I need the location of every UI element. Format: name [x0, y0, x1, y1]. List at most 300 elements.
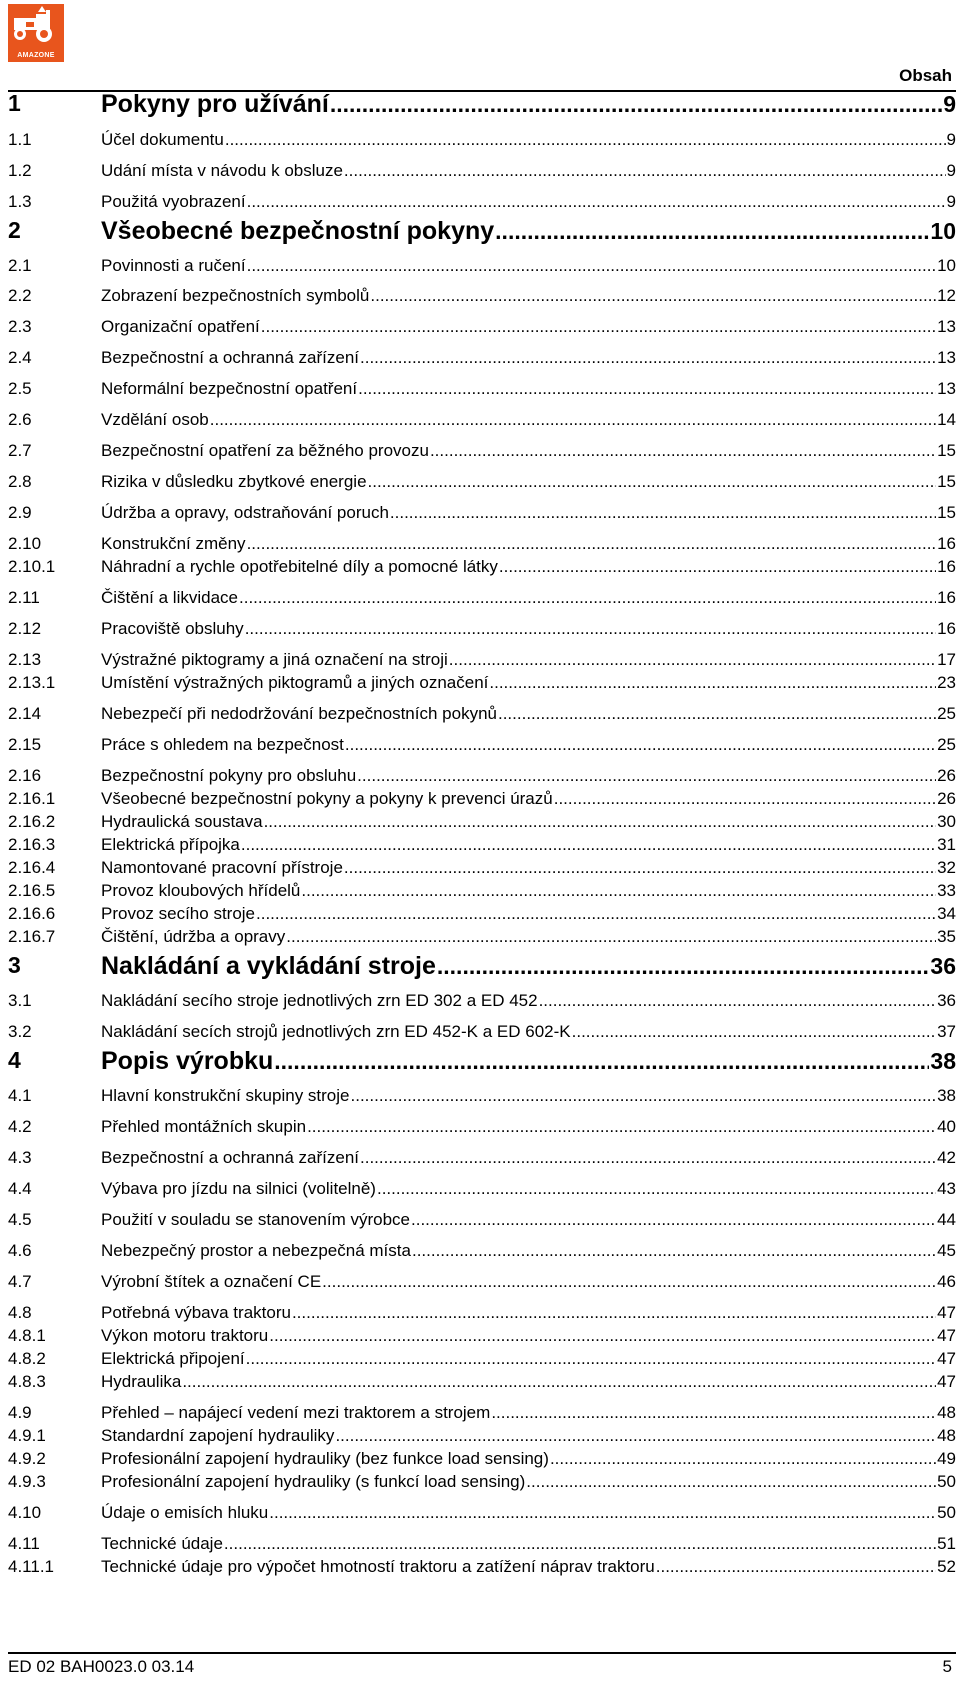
- toc-section-row[interactable]: [0, 286, 960, 308]
- page-title: Obsah: [899, 66, 952, 85]
- toc-entry: [101, 858, 956, 878]
- toc-number: 4.3: [8, 1148, 32, 1167]
- toc-page-number: 17: [937, 650, 956, 669]
- toc-entry: [101, 881, 956, 901]
- toc-leader-dots: [225, 130, 946, 150]
- toc-entry: [101, 1403, 956, 1423]
- toc-leader-dots: [499, 557, 936, 577]
- toc-entry: [101, 1241, 956, 1261]
- toc-leader-dots: [292, 1303, 936, 1323]
- toc-section-row[interactable]: [0, 472, 960, 494]
- toc-number: 2.8: [8, 472, 32, 491]
- toc-leader-dots: [360, 1148, 936, 1168]
- toc-section-row[interactable]: [0, 735, 960, 757]
- toc-title: Standardní zapojení hydrauliky: [101, 1426, 335, 1445]
- toc-chapter-row[interactable]: [0, 952, 960, 980]
- toc-number: 4.8.2: [8, 1349, 46, 1368]
- toc-title: Pokyny pro užívání: [101, 90, 329, 118]
- toc-page-number: 9: [946, 161, 956, 180]
- toc-page-number: 37: [937, 1022, 956, 1041]
- toc-leader-dots: [489, 673, 936, 693]
- toc-section-row[interactable]: [0, 317, 960, 339]
- toc-section-row[interactable]: [0, 1117, 960, 1139]
- toc-number: 4.5: [8, 1210, 32, 1229]
- toc-number: 4.8.3: [8, 1372, 46, 1391]
- toc-section-row[interactable]: [0, 904, 960, 926]
- toc-section-row[interactable]: [0, 503, 960, 525]
- toc-title: Namontované pracovní přístroje: [101, 858, 343, 877]
- toc-title: Přehled montážních skupin: [101, 1117, 307, 1136]
- toc-entry: [101, 1022, 956, 1042]
- toc-leader-dots: [247, 192, 946, 212]
- toc-page-number: 23: [937, 673, 956, 692]
- toc-page-number: 46: [937, 1272, 956, 1291]
- toc-title: Organizační opatření: [101, 317, 260, 336]
- toc-title: Provoz secího stroje: [101, 904, 256, 923]
- toc-page-number: 42: [937, 1148, 956, 1167]
- toc-page-number: 47: [937, 1303, 956, 1322]
- toc-page-number: 52: [937, 1557, 956, 1576]
- toc-entry: [101, 1047, 956, 1076]
- toc-leader-dots: [264, 812, 937, 832]
- toc-section-row[interactable]: [0, 256, 960, 278]
- toc-page-number: 35: [937, 927, 956, 946]
- toc-entry: [101, 904, 956, 924]
- toc-leader-dots: [360, 348, 936, 368]
- toc-leader-dots: [345, 735, 936, 755]
- toc-number: 4.8.1: [8, 1326, 46, 1345]
- toc-entry: [101, 1349, 956, 1369]
- toc-leader-dots: [390, 503, 936, 523]
- toc-section-row[interactable]: [0, 1534, 960, 1556]
- toc-number: 4.2: [8, 1117, 32, 1136]
- toc-section-row[interactable]: [0, 441, 960, 463]
- toc-leader-dots: [256, 904, 936, 924]
- toc-page-number: 48: [937, 1403, 956, 1422]
- toc-page-number: 40: [937, 1117, 956, 1136]
- toc-title: Výstražné piktogramy a jiná označení na stroji: [101, 650, 448, 669]
- toc-section-row[interactable]: [0, 348, 960, 370]
- toc-number: 2.16.1: [8, 789, 56, 808]
- toc-number: 1: [8, 90, 21, 116]
- toc-section-row[interactable]: [0, 812, 960, 834]
- toc-section-row[interactable]: [0, 1179, 960, 1201]
- toc-number: 2.7: [8, 441, 32, 460]
- toc-title: Čištění a likvidace: [101, 588, 239, 607]
- toc-entry: [101, 1210, 956, 1230]
- toc-page-number: 12: [937, 286, 956, 305]
- toc-section-row[interactable]: [0, 588, 960, 610]
- toc-page-number: 47: [937, 1349, 956, 1368]
- toc-leader-dots: [495, 218, 929, 245]
- toc-entry: [101, 161, 956, 181]
- toc-title: Neformální bezpečnostní opatření: [101, 379, 358, 398]
- toc-title: Výkon motoru traktoru: [101, 1326, 269, 1345]
- toc-leader-dots: [274, 1048, 929, 1075]
- toc-leader-dots: [554, 789, 936, 809]
- toc-title: Výbava pro jízdu na silnici (volitelně): [101, 1179, 376, 1198]
- toc-page-number: 15: [937, 503, 956, 522]
- toc-page-number: 13: [937, 317, 956, 336]
- toc-leader-dots: [322, 1272, 936, 1292]
- toc-section-row[interactable]: [0, 534, 960, 556]
- toc-entry: [101, 1148, 956, 1168]
- toc-number: 2.16.5: [8, 881, 56, 900]
- toc-number: 4.9.1: [8, 1426, 46, 1445]
- toc-leader-dots: [498, 704, 936, 724]
- toc-page-number: 10: [930, 218, 956, 244]
- toc-title: Čištění, údržba a opravy: [101, 927, 286, 946]
- toc-leader-dots: [358, 379, 936, 399]
- toc-page-number: 9: [946, 192, 956, 211]
- toc-leader-dots: [437, 953, 930, 980]
- toc-leader-dots: [344, 161, 946, 181]
- toc-page-number: 25: [937, 704, 956, 723]
- toc-entry: [101, 1557, 956, 1577]
- toc-page-number: 50: [937, 1472, 956, 1491]
- toc-entry: [101, 348, 956, 368]
- toc-page-number: 16: [937, 534, 956, 553]
- toc-page-number: 14: [937, 410, 956, 429]
- toc-section-row[interactable]: [0, 1449, 960, 1471]
- toc-number: 2.9: [8, 503, 32, 522]
- toc-entry: [101, 286, 956, 306]
- toc-title: Bezpečnostní opatření za běžného provozu: [101, 441, 429, 460]
- toc-number: 2.13.1: [8, 673, 56, 692]
- toc-title: Elektrická připojení: [101, 1349, 245, 1368]
- toc-entry: [101, 256, 956, 276]
- toc-leader-dots: [344, 858, 936, 878]
- toc-leader-dots: [357, 766, 936, 786]
- toc-entry: [101, 619, 956, 639]
- toc-section-row[interactable]: [0, 619, 960, 641]
- toc-number: 4: [8, 1047, 21, 1073]
- toc-title: Technické údaje pro výpočet hmotností traktoru a zatížení náprav traktoru: [101, 1557, 655, 1576]
- toc-entry: [101, 835, 956, 855]
- toc-leader-dots: [247, 534, 937, 554]
- toc-entry: [101, 991, 956, 1011]
- toc-title: Práce s ohledem na bezpečnost: [101, 735, 344, 754]
- toc-section-row[interactable]: [0, 379, 960, 401]
- toc-title: Udání místa v návodu k obsluze: [101, 161, 343, 180]
- toc-title: Bezpečnostní a ochranná zařízení: [101, 348, 359, 367]
- toc-number: 2.12: [8, 619, 42, 638]
- toc-page-number: 43: [937, 1179, 956, 1198]
- toc-entry: [101, 90, 956, 119]
- toc-section-row[interactable]: [0, 766, 960, 788]
- toc-section-row[interactable]: [0, 557, 960, 579]
- toc-entry: [101, 317, 956, 337]
- toc-number: 3.1: [8, 991, 32, 1010]
- toc-number: 2.16.2: [8, 812, 56, 831]
- toc-entry: [101, 650, 956, 670]
- toc-title: Nebezpečný prostor a nebezpečná místa: [101, 1241, 411, 1260]
- toc-number: 2.16.7: [8, 927, 56, 946]
- toc-leader-dots: [526, 1472, 936, 1492]
- toc-number: 2.11: [8, 588, 40, 607]
- toc-section-row[interactable]: [0, 130, 960, 152]
- toc-page-number: 38: [937, 1086, 956, 1105]
- toc-entry: [101, 130, 956, 150]
- toc-entry: [101, 766, 956, 786]
- toc-number: 4.6: [8, 1241, 32, 1260]
- toc-leader-dots: [301, 881, 936, 901]
- toc-leader-dots: [656, 1557, 936, 1577]
- toc-number: 2.16.4: [8, 858, 56, 877]
- toc-leader-dots: [370, 286, 936, 306]
- toc-title: Účel dokumentu: [101, 130, 224, 149]
- toc-entry: [101, 735, 956, 755]
- toc-number: 1.3: [8, 192, 32, 211]
- toc-title: Nakládání secích strojů jednotlivých zrn ED 452-K a ED 602-K: [101, 1022, 571, 1041]
- toc-number: 4.9: [8, 1403, 32, 1422]
- toc-section-row[interactable]: [0, 1349, 960, 1371]
- toc-number: 1.1: [8, 130, 32, 149]
- toc-entry: [101, 557, 956, 577]
- toc-leader-dots: [241, 835, 936, 855]
- toc-number: 2.5: [8, 379, 32, 398]
- toc-number: 2.15: [8, 735, 42, 754]
- toc-section-row[interactable]: [0, 927, 960, 949]
- toc-leader-dots: [412, 1241, 936, 1261]
- toc-page-number: 44: [937, 1210, 956, 1229]
- toc-section-row[interactable]: [0, 789, 960, 811]
- toc-section-row[interactable]: [0, 1086, 960, 1108]
- toc-leader-dots: [539, 991, 937, 1011]
- toc-page-number: 16: [937, 588, 956, 607]
- toc-number: 4.7: [8, 1272, 32, 1291]
- toc-section-row[interactable]: [0, 1241, 960, 1263]
- toc-section-row[interactable]: [0, 881, 960, 903]
- toc-page-number: 9: [946, 130, 956, 149]
- toc-entry: [101, 472, 956, 492]
- toc-number: 4.11: [8, 1534, 40, 1553]
- toc-leader-dots: [224, 1534, 936, 1554]
- toc-page-number: 33: [937, 881, 956, 900]
- toc-entry: [101, 379, 956, 399]
- footer-divider: [8, 1652, 956, 1654]
- toc-title: Technické údaje: [101, 1534, 223, 1553]
- toc-number: 2.6: [8, 410, 32, 429]
- toc-title: Elektrická přípojka: [101, 835, 240, 854]
- toc-entry: [101, 1179, 956, 1199]
- toc-number: 4.9.3: [8, 1472, 46, 1491]
- toc-leader-dots: [261, 317, 936, 337]
- toc-title: Použití v souladu se stanovením výrobce: [101, 1210, 410, 1229]
- toc-number: 1.2: [8, 161, 32, 180]
- toc-entry: [101, 192, 956, 212]
- toc-leader-dots: [411, 1210, 936, 1230]
- toc-chapter-row[interactable]: [0, 90, 960, 118]
- toc-section-row[interactable]: [0, 1326, 960, 1348]
- toc-title: Povinnosti a ručení: [101, 256, 246, 275]
- document-code: ED 02 BAH0023.0 03.14: [8, 1657, 195, 1676]
- toc-page-number: 13: [937, 379, 956, 398]
- toc-title: Bezpečnostní pokyny pro obsluhu: [101, 766, 357, 785]
- toc-section-row[interactable]: [0, 1426, 960, 1448]
- toc-entry: [101, 1303, 956, 1323]
- toc-number: 3.2: [8, 1022, 32, 1041]
- toc-page-number: 32: [937, 858, 956, 877]
- toc-leader-dots: [377, 1179, 936, 1199]
- toc-number: 2.13: [8, 650, 42, 669]
- toc-title: Popis výrobku: [101, 1047, 274, 1075]
- toc-title: Umístění výstražných piktogramů a jiných označení: [101, 673, 489, 692]
- toc-leader-dots: [269, 1503, 936, 1523]
- toc-leader-dots: [245, 619, 936, 639]
- toc-section-row[interactable]: [0, 835, 960, 857]
- toc-title: Použitá vyobrazení: [101, 192, 246, 211]
- toc-entry: [101, 503, 956, 523]
- toc-leader-dots: [210, 410, 936, 430]
- toc-number: 4.10: [8, 1503, 42, 1522]
- toc-title: Náhradní a rychle opotřebitelné díly a pomocné látky: [101, 557, 498, 576]
- toc-chapter-row[interactable]: [0, 217, 960, 245]
- toc-entry: [101, 789, 956, 809]
- toc-number: 4.8: [8, 1303, 32, 1322]
- toc-title: Konstrukční změny: [101, 534, 246, 553]
- toc-section-row[interactable]: [0, 1148, 960, 1170]
- toc-chapter-row[interactable]: [0, 1047, 960, 1075]
- toc-section-row[interactable]: [0, 650, 960, 672]
- toc-entry: [101, 534, 956, 554]
- toc-section-row[interactable]: [0, 410, 960, 432]
- toc-title: Nakládání a vykládání stroje: [101, 952, 436, 980]
- toc-entry: [101, 673, 956, 693]
- toc-section-row[interactable]: [0, 161, 960, 183]
- toc-page-number: 15: [937, 441, 956, 460]
- toc-entry: [101, 704, 956, 724]
- toc-number: 2.2: [8, 286, 32, 305]
- toc-section-row[interactable]: [0, 991, 960, 1013]
- toc-entry: [101, 1372, 956, 1392]
- toc-title: Údaje o emisích hluku: [101, 1503, 269, 1522]
- toc-entry: [101, 1472, 956, 1492]
- toc-page-number: 25: [937, 735, 956, 754]
- toc-entry: [101, 812, 956, 832]
- toc-title: Profesionální zapojení hydrauliky (bez funkce load sensing): [101, 1449, 549, 1468]
- toc-entry: [101, 1426, 956, 1446]
- toc-leader-dots: [368, 472, 937, 492]
- toc-page-number: 9: [943, 91, 956, 117]
- toc-number: 4.11.1: [8, 1557, 55, 1576]
- toc-leader-dots: [449, 650, 936, 670]
- toc-section-row[interactable]: [0, 1403, 960, 1425]
- logo-text: AMAZONE: [17, 52, 55, 59]
- toc-title: Všeobecné bezpečnostní pokyny a pokyny k prevenci úrazů: [101, 789, 553, 808]
- toc-section-row[interactable]: [0, 1503, 960, 1525]
- toc-title: Potřebná výbava traktoru: [101, 1303, 291, 1322]
- toc-title: Profesionální zapojení hydrauliky (s funkcí load sensing): [101, 1472, 526, 1491]
- toc-leader-dots: [351, 1086, 937, 1106]
- toc-leader-dots: [182, 1372, 936, 1392]
- toc-title: Vzdělání osob: [101, 410, 209, 429]
- toc-section-row[interactable]: [0, 1022, 960, 1044]
- toc-section-row[interactable]: [0, 704, 960, 726]
- toc-section-row[interactable]: [0, 1272, 960, 1294]
- toc-number: 2.10: [8, 534, 42, 553]
- toc-entry: [101, 588, 956, 608]
- toc-number: 4.4: [8, 1179, 32, 1198]
- toc-page-number: 36: [937, 991, 956, 1010]
- toc-entry: [101, 1449, 956, 1469]
- toc-title: Pracoviště obsluhy: [101, 619, 244, 638]
- toc-title: Nakládání secího stroje jednotlivých zrn ED 302 a ED 452: [101, 991, 538, 1010]
- toc-page-number: 31: [937, 835, 956, 854]
- toc-title: Přehled – napájecí vedení mezi traktorem a strojem: [101, 1403, 491, 1422]
- toc-page-number: 50: [937, 1503, 956, 1522]
- toc-title: Bezpečnostní a ochranná zařízení: [101, 1148, 359, 1167]
- toc-entry: [101, 441, 956, 461]
- toc-entry: [101, 410, 956, 430]
- toc-page-number: 26: [937, 789, 956, 808]
- toc-title: Provoz kloubových hřídelů: [101, 881, 301, 900]
- toc-section-row[interactable]: [0, 1372, 960, 1394]
- toc-page-number: 10: [937, 256, 956, 275]
- toc-page-number: 49: [937, 1449, 956, 1468]
- toc-page-number: 45: [937, 1241, 956, 1260]
- toc-section-row[interactable]: [0, 192, 960, 214]
- toc-leader-dots: [491, 1403, 936, 1423]
- toc-section-row[interactable]: [0, 673, 960, 695]
- toc-page-number: 36: [930, 953, 956, 979]
- toc-page-number: 34: [937, 904, 956, 923]
- toc-title: Hydraulika: [101, 1372, 182, 1391]
- toc-entry: [101, 952, 956, 981]
- toc-page-number: 16: [937, 619, 956, 638]
- toc-leader-dots: [269, 1326, 936, 1346]
- toc-number: 2.4: [8, 348, 32, 367]
- toc-leader-dots: [246, 1349, 936, 1369]
- toc-leader-dots: [330, 91, 942, 118]
- toc-entry: [101, 1117, 956, 1137]
- toc-title: Rizika v důsledku zbytkové energie: [101, 472, 367, 491]
- toc-number: 2.3: [8, 317, 32, 336]
- toc-section-row[interactable]: [0, 1472, 960, 1494]
- toc-number: 2.16.3: [8, 835, 56, 854]
- toc-entry: [101, 1326, 956, 1346]
- toc-page-number: 51: [937, 1534, 956, 1553]
- toc-title: Zobrazení bezpečnostních symbolů: [101, 286, 370, 305]
- toc-number: 2.1: [8, 256, 32, 275]
- toc-title: Všeobecné bezpečnostní pokyny: [101, 217, 495, 245]
- toc-number: 2.16.6: [8, 904, 56, 923]
- toc-number: 2.14: [8, 704, 42, 723]
- toc-title: Nebezpečí při nedodržování bezpečnostních pokynů: [101, 704, 497, 723]
- toc-section-row[interactable]: [0, 1210, 960, 1232]
- toc-section-row[interactable]: [0, 858, 960, 880]
- toc-leader-dots: [550, 1449, 936, 1469]
- toc-leader-dots: [335, 1426, 936, 1446]
- toc-entry: [101, 927, 956, 947]
- toc-page-number: 16: [937, 557, 956, 576]
- toc-entry: [101, 1086, 956, 1106]
- toc-title: Hydraulická soustava: [101, 812, 263, 831]
- toc-section-row[interactable]: [0, 1303, 960, 1325]
- logo-emblem-icon: [8, 4, 64, 50]
- toc-title: Výrobní štítek a označení CE: [101, 1272, 322, 1291]
- toc-section-row[interactable]: [0, 1557, 960, 1579]
- toc-leader-dots: [286, 927, 936, 947]
- toc-leader-dots: [572, 1022, 936, 1042]
- toc-page-number: 30: [937, 812, 956, 831]
- toc-title: Údržba a opravy, odstraňování poruch: [101, 503, 389, 522]
- toc-number: 3: [8, 952, 21, 978]
- toc-page-number: 38: [930, 1048, 956, 1074]
- toc-number: 2: [8, 217, 21, 243]
- toc-number: 2.16: [8, 766, 42, 785]
- toc-leader-dots: [430, 441, 936, 461]
